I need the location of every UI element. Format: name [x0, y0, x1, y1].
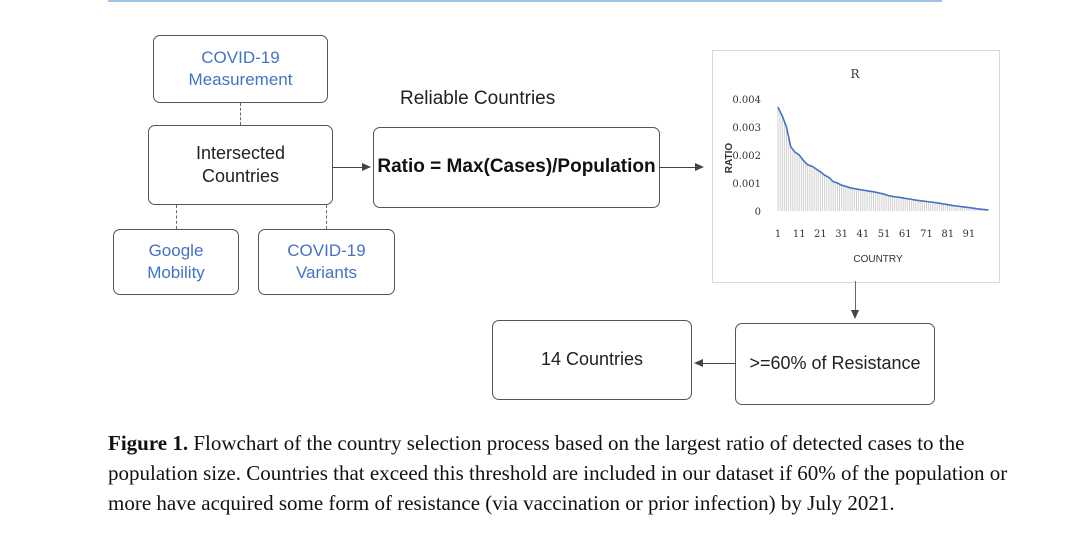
chart-data-point [799, 154, 800, 155]
chart-data-point [837, 182, 838, 183]
arrow-ratio-to-chart-line [660, 167, 696, 168]
node-resistance [735, 323, 935, 405]
chart-data-point [917, 200, 918, 201]
chart-xtick-label: 91 [962, 229, 976, 240]
chart-data-point [888, 195, 889, 196]
chart-data-point [816, 168, 817, 169]
chart-data-point [943, 203, 944, 204]
chart-data-point [987, 209, 988, 210]
chart-data-point [858, 189, 859, 190]
chart-data-point [790, 146, 791, 147]
chart-data-point [879, 192, 880, 193]
chart-xtick-label: 41 [856, 229, 870, 240]
chart-ylabel: RATIO [724, 142, 735, 174]
chart-xtick-label: 21 [814, 229, 827, 240]
chart-data-point [892, 196, 893, 197]
chart-ytick-label: 0.002 [732, 151, 761, 162]
connector-intersected-google [176, 205, 177, 229]
node-14-countries-label: 14 Countries [540, 349, 644, 370]
ratio-chart-svg [713, 51, 999, 282]
chart-data-point [960, 206, 961, 207]
chart-data-point [833, 181, 834, 182]
chart-data-point [905, 198, 906, 199]
arrow-chart-to-resistance-line [855, 281, 856, 311]
chart-data-point [811, 166, 812, 167]
chart-data-point [871, 191, 872, 192]
chart-xlabel: COUNTRY [853, 254, 903, 265]
chart-data-point [900, 197, 901, 198]
node-covid-measurement [153, 35, 328, 103]
chart-data-point [909, 198, 910, 199]
chart-xtick-label: 81 [941, 229, 955, 240]
chart-xtick-label: 1 [774, 229, 782, 240]
chart-data-point [862, 189, 863, 190]
chart-ytick-label: 0.003 [732, 123, 761, 134]
chart-data-point [956, 205, 957, 206]
caption-label: Figure 1. [108, 431, 189, 455]
figure-caption [108, 428, 1038, 518]
arrow-resistance-to-14-head [694, 359, 703, 367]
chart-data-point [913, 199, 914, 200]
reliable-countries-label: Reliable Countries [400, 88, 556, 109]
chart-ytick-label: 0.004 [732, 95, 761, 106]
chart-data-point [951, 205, 952, 206]
chart-data-point [820, 171, 821, 172]
chart-ytick-label: 0.001 [732, 179, 761, 190]
node-14-countries [492, 320, 692, 400]
chart-data-point [973, 208, 974, 209]
chart-data-point [883, 194, 884, 195]
chart-title: R [850, 67, 860, 81]
chart-data-point [824, 175, 825, 176]
caption-text: Flowchart of the country selection process based on the largest ratio of detected cases to the population size. Countries that exceed this threshold are included in our dataset if 60% of the population or more have acquired some form of resistance (via vaccination or prior infection) by July 2021. [108, 431, 1008, 515]
chart-data-point [922, 200, 923, 201]
node-covid-variants [258, 229, 395, 295]
chart-data-point [850, 187, 851, 188]
chart-xtick-label: 11 [792, 229, 806, 240]
node-resistance-label: >=60% of Resistance [749, 353, 921, 374]
connector-measurement-intersected [240, 103, 241, 125]
chart-data-point [866, 190, 867, 191]
chart-xtick-label: 61 [898, 229, 912, 240]
node-intersected-label: Intersected Countries [195, 142, 286, 186]
chart-data-point [794, 152, 795, 153]
chart-data-point [934, 202, 935, 203]
node-covid-variants-label: COVID-19 Variants [287, 240, 366, 282]
node-covid-measurement-label: COVID-19 Measurement [188, 47, 293, 89]
top-rule [108, 0, 942, 2]
node-intersected-countries [148, 125, 333, 205]
arrow-intersected-to-ratio-line [333, 167, 363, 168]
chart-data-point [786, 126, 787, 127]
chart-data-point [896, 196, 897, 197]
chart-data-point [930, 201, 931, 202]
chart-data-point [964, 206, 965, 207]
chart-data-point [807, 164, 808, 165]
chart-data-point [968, 207, 969, 208]
arrow-intersected-to-ratio-head [362, 163, 371, 171]
chart-xtick-label: 31 [835, 229, 849, 240]
chart-data-point [939, 203, 940, 204]
chart-data-point [875, 192, 876, 193]
connector-intersected-variants [326, 205, 327, 229]
node-google-mobility [113, 229, 239, 295]
chart-data-point [977, 208, 978, 209]
chart-data-point [828, 177, 829, 178]
chart-data-point [845, 186, 846, 187]
node-ratio-label: Ratio = Max(Cases)/Population [377, 156, 656, 178]
chart-data-point [947, 204, 948, 205]
chart-data-point [926, 201, 927, 202]
chart-ytick-label: 0 [754, 207, 761, 218]
chart-xtick-label: 51 [877, 229, 891, 240]
chart-data-point [841, 185, 842, 186]
chart-data-point [803, 160, 804, 161]
arrow-chart-to-resistance-head [851, 310, 859, 319]
arrow-resistance-to-14-line [702, 363, 735, 364]
ratio-chart [712, 50, 1000, 283]
node-ratio [373, 127, 660, 208]
arrow-ratio-to-chart-head [695, 163, 704, 171]
node-google-mobility-label: Google Mobility [147, 240, 205, 282]
chart-data-point [981, 209, 982, 210]
chart-data-point [782, 115, 783, 116]
chart-data-point [777, 107, 778, 108]
chart-xtick-label: 71 [920, 229, 933, 240]
chart-data-point [854, 188, 855, 189]
